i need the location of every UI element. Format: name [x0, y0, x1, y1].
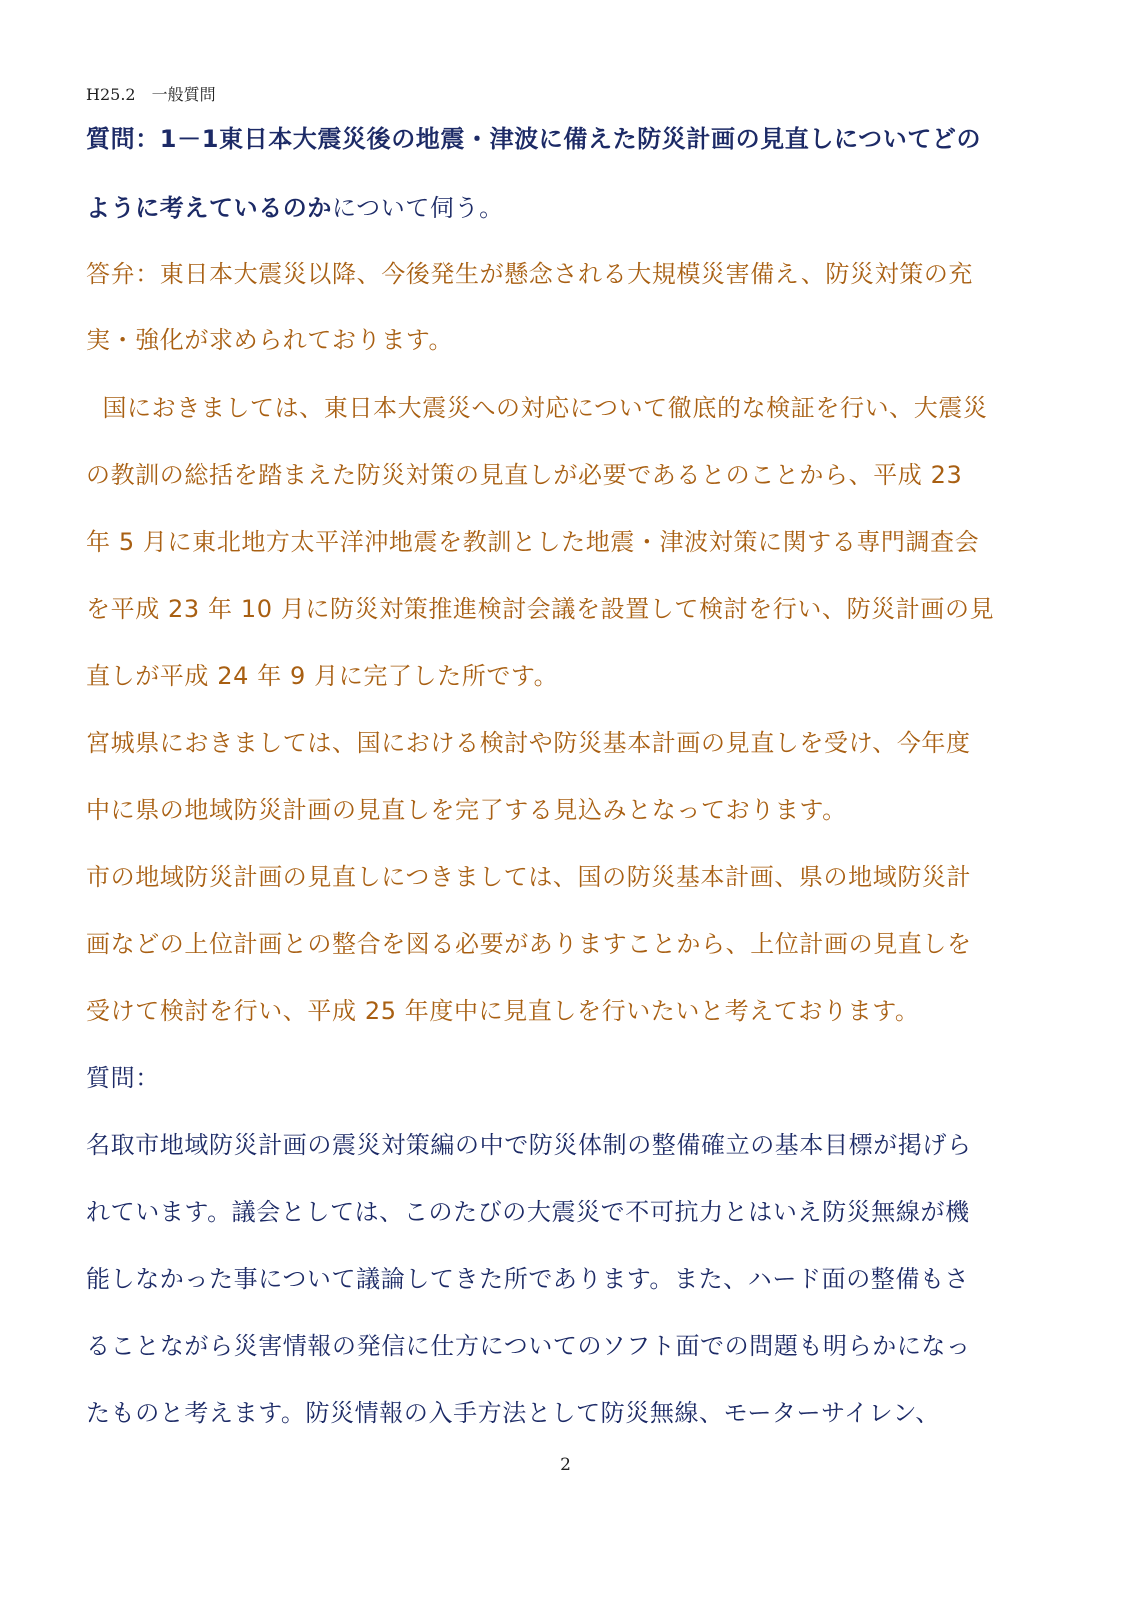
answer-line: 直しが平成 24 年 9 月に完了した所です。: [86, 662, 559, 690]
question2-line: 能しなかった事について議論してきた所であります。また、ハード面の整備もさ: [86, 1265, 970, 1293]
question1-line2-bold: ように考えているのか: [86, 194, 332, 222]
answer-line: 国におきましては、東日本大震災への対応について徹底的な検証を行い、大震災: [86, 394, 988, 422]
answer-line: の教訓の総括を踏まえた防災対策の見直しが必要であるとのことから、平成 23: [86, 461, 963, 489]
page-number: 2: [560, 1455, 571, 1475]
question2-line: ることながら災害情報の発信に仕方についてのソフト面での問題も明らかになっ: [86, 1332, 971, 1360]
answer-line: 中に県の地域防災計画の見直しを完了する見込みとなっております。: [86, 796, 847, 824]
answer-line: 画などの上位計画との整合を図る必要がありますことから、上位計画の見直しを: [86, 930, 972, 958]
question1-line2: [86, 193, 504, 223]
question2-line: 名取市地域防災計画の震災対策編の中で防災体制の整備確立の基本目標が掲げら: [86, 1131, 972, 1159]
question1-line2-rest: について伺う。: [332, 194, 504, 222]
answer-line: 受けて検討を行い、平成 25 年度中に見直しを行いたいと考えております。: [86, 997, 920, 1025]
question1-line1: 質問：1－1東日本大震災後の地震・津波に備えた防災計画の見直しについてどの: [86, 125, 982, 153]
answer-line: 実・強化が求められております。: [86, 326, 454, 354]
answer-line: 市の地域防災計画の見直しにつきましては、国の防災基本計画、県の地域防災計: [86, 863, 972, 891]
question2-line: れています。議会としては、このたびの大震災で不可抗力とはいえ防災無線が機: [86, 1198, 970, 1226]
answer-line: 年 5 月に東北地方太平洋沖地震を教訓とした地震・津波対策に関する専門調査会: [86, 528, 980, 556]
answer-line: 宮城県におきましては、国における検討や防災基本計画の見直しを受け、今年度: [86, 729, 971, 757]
answer-line: を平成 23 年 10 月に防災対策推進検討会議を設置して検討を行い、防災計画の見: [86, 595, 995, 623]
question2-label: 質問：: [86, 1064, 160, 1092]
question2-line: たものと考えます。防災情報の入手方法として防災無線、モーターサイレン、: [86, 1399, 940, 1427]
page-header: H25.2 一般質問: [86, 85, 216, 104]
answer-line: 答弁：東日本大震災以降、今後発生が懸念される大規模災害備え、防災対策の充: [86, 260, 974, 288]
